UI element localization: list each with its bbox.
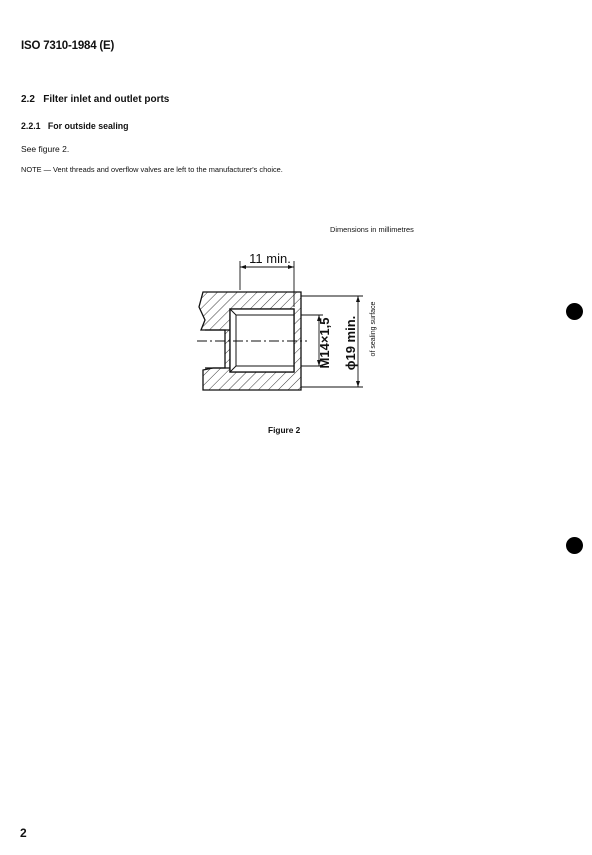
- depth-label: 11 min.: [249, 251, 291, 266]
- dimensions-note: Dimensions in millimetres: [330, 225, 414, 234]
- thread-label: M14×1,5: [317, 317, 332, 369]
- page-number: 2: [20, 826, 27, 840]
- diameter-label: ϕ19 min.: [343, 315, 358, 371]
- note-text: NOTE — Vent threads and overflow valves are left to the manufacturer's choice.: [21, 165, 283, 174]
- punch-hole: [566, 537, 583, 554]
- subsection-heading: 2.2.1 For outside sealing: [21, 121, 129, 131]
- document-header: ISO 7310-1984 (E): [21, 40, 115, 52]
- bore: [230, 309, 294, 372]
- see-figure-text: See figure 2.: [21, 144, 70, 154]
- sealing-surface-label: of sealing surface: [370, 301, 377, 357]
- section-heading: 2.2 Filter inlet and outlet ports: [21, 94, 170, 105]
- punch-hole: [566, 303, 583, 320]
- figure-caption: Figure 2: [268, 425, 301, 435]
- port-drawing: [195, 245, 395, 405]
